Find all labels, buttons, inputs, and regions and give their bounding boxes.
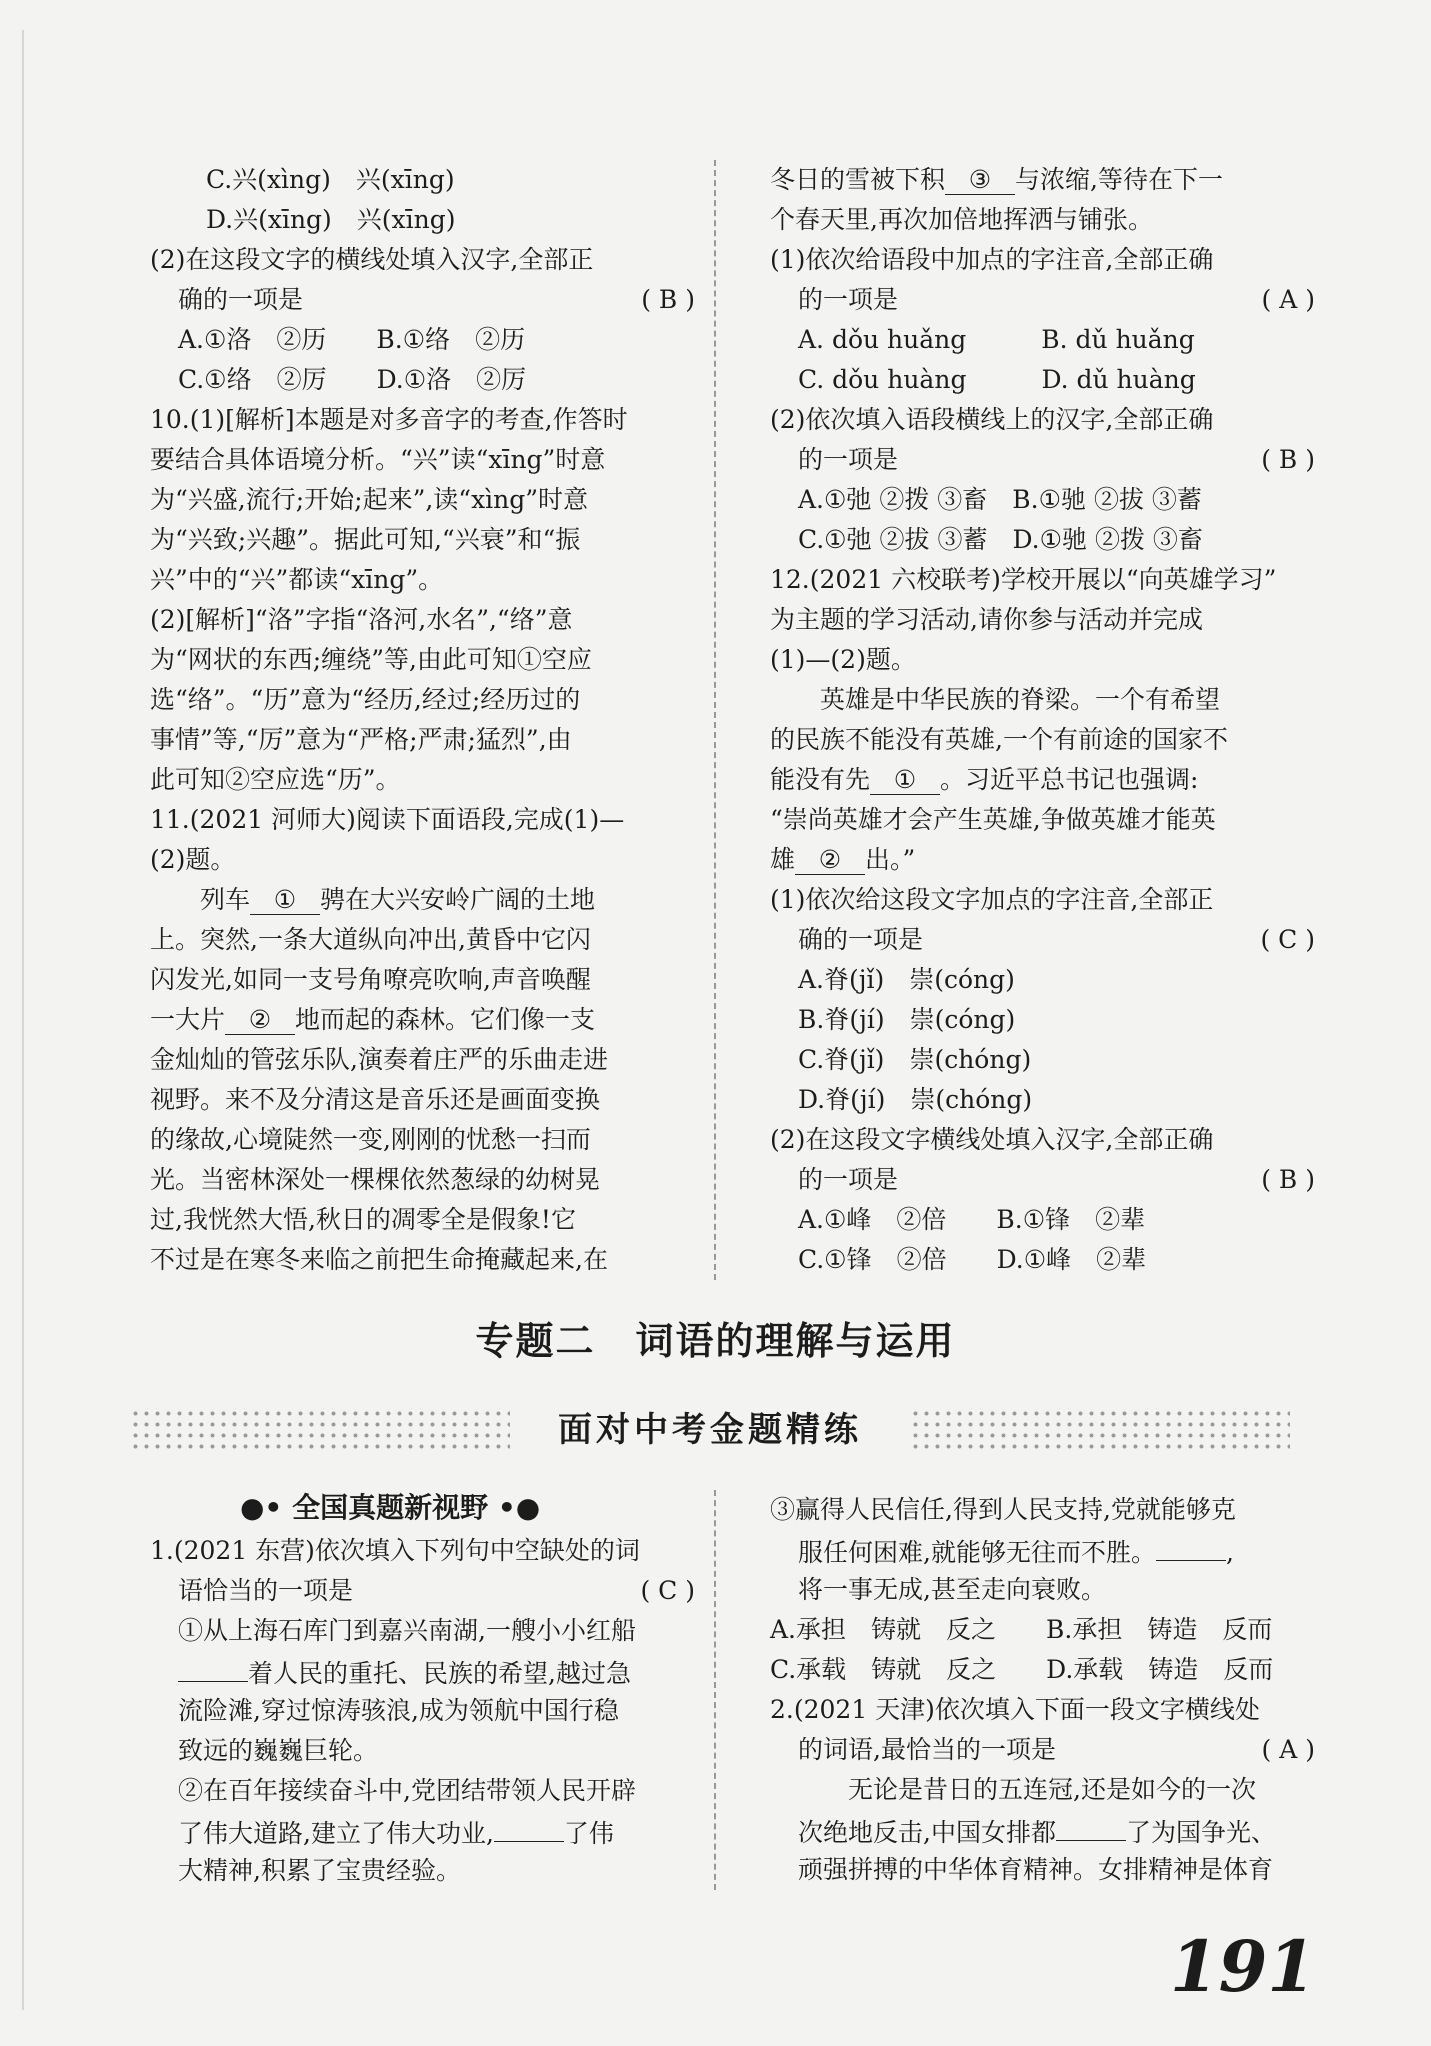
line-text: 的一项是: [798, 445, 899, 474]
text-line: [150, 600, 695, 640]
text-line: [770, 360, 1315, 400]
text-line: [770, 1810, 1315, 1850]
text-line: [770, 680, 1315, 720]
answer-choice: ( C ): [640, 1576, 695, 1605]
line-text: C.①弛 ②拔 ③蓄 D.①驰 ②拨 ③畜: [798, 525, 1203, 554]
line-text-before-blank: 雄: [770, 845, 796, 874]
text-line: [150, 320, 695, 360]
text-line: [150, 840, 695, 880]
text-line: [770, 800, 1315, 840]
answer-choice: ( B ): [1261, 445, 1315, 474]
line-text: 的词语,最恰当的一项是: [798, 1735, 1056, 1764]
text-line: [770, 480, 1315, 520]
text-line: [150, 920, 695, 960]
text-line: [770, 1040, 1315, 1080]
line-text: 确的一项是: [798, 925, 924, 954]
text-line: [150, 960, 695, 1000]
text-line: [770, 600, 1315, 640]
upper-left-column: [150, 160, 695, 1280]
text-line: [770, 1200, 1315, 1240]
line-text: A.承担 铸就 反之 B.承担 铸造 反而: [770, 1615, 1273, 1644]
line-text-after-blank: 骋在大兴安岭广阔的土地: [320, 885, 596, 914]
text-line: [150, 440, 695, 480]
text-line: [150, 200, 695, 240]
line-text: 英雄是中华民族的脊梁。一个有希望: [770, 685, 1221, 714]
line-text: 为主题的学习活动,请你参与活动并完成: [770, 605, 1203, 634]
line-text: C.①络 ②厉 D.①洛 ②厉: [178, 365, 527, 394]
line-text: (1)依次给这段文字加点的字注音,全部正: [770, 885, 1214, 914]
answer-choice: ( B ): [641, 285, 695, 314]
line-text: 个春天里,再次加倍地挥洒与铺张。: [770, 205, 1153, 234]
text-line: [150, 1731, 695, 1771]
line-text: C.①锋 ②倍 D.①峰 ②辈: [798, 1245, 1147, 1274]
text-line: [150, 640, 695, 680]
text-line: [150, 280, 695, 320]
text-line: [770, 1610, 1315, 1650]
line-text: 兴”中的“兴”都读“xīng”。: [150, 565, 444, 594]
line-text: 上。突然,一条大道纵向冲出,黄昏中它闪: [150, 925, 591, 954]
answer-choice: ( A ): [1261, 1735, 1315, 1764]
line-text: C.兴(xìng) 兴(xīng): [206, 165, 455, 194]
line-text: 将一事无成,甚至走向衰败。: [798, 1575, 1106, 1604]
page-edge-shadow: [22, 30, 24, 2010]
text-line: [770, 1730, 1315, 1770]
lower-left-column: [150, 1485, 695, 1891]
line-text-before-blank: 一大片: [150, 1005, 226, 1034]
text-line: [150, 1691, 695, 1731]
line-text: 为“兴盛,流行;开始;起来”,读“xìng”时意: [150, 485, 589, 514]
text-line: [150, 560, 695, 600]
text-line: [770, 1690, 1315, 1730]
column-divider-upper: [714, 160, 716, 1280]
text-line: [770, 1080, 1315, 1120]
line-text-before-blank: 了伟大道路,建立了伟大功业,: [178, 1819, 494, 1848]
line-text-after-blank: ,: [1225, 1538, 1234, 1567]
fill-blank: [494, 1811, 564, 1842]
line-text: 顽强拼搏的中华体育精神。女排精神是体育: [798, 1855, 1274, 1884]
subhead-text: 全国真题新视野: [292, 1491, 489, 1524]
fill-blank: [1056, 1810, 1126, 1841]
line-text: A.①洛 ②历 B.①络 ②历: [178, 325, 526, 354]
line-text: (1)—(2)题。: [770, 645, 916, 674]
line-text-after-blank: 了为国争光、: [1125, 1818, 1276, 1847]
text-line: [150, 880, 695, 920]
line-text-after-blank: 地而起的森林。它们像一支: [295, 1005, 596, 1034]
line-text: 2.(2021 天津)依次填入下面一段文字横线处: [770, 1695, 1260, 1724]
text-line: [150, 1160, 695, 1200]
text-line: [770, 720, 1315, 760]
text-line: [150, 1571, 695, 1611]
line-text: 的一项是: [798, 285, 899, 314]
line-text: A. dǒu huǎng B. dǔ huǎng: [798, 325, 1195, 354]
line-text: 大精神,积累了宝贵经验。: [178, 1856, 461, 1885]
text-line: [770, 1570, 1315, 1610]
text-line: [150, 760, 695, 800]
line-text-after-blank: 着人民的重托、民族的希望,越过急: [248, 1659, 631, 1688]
text-line: [150, 1851, 695, 1891]
text-line: [770, 960, 1315, 1000]
fill-blank: [1156, 1530, 1226, 1561]
text-line: [770, 1530, 1315, 1570]
line-text: ①从上海石库门到嘉兴南湖,一艘小小红船: [178, 1616, 636, 1645]
upper-right-column: [770, 160, 1315, 1280]
line-text: 10.(1)[解析]本题是对多音字的考查,作答时: [150, 405, 628, 434]
text-line: [150, 1120, 695, 1160]
line-text-after-blank: 。习近平总书记也强调:: [940, 765, 1199, 794]
line-text: (2)题。: [150, 845, 236, 874]
line-text: (1)依次给语段中加点的字注音,全部正确: [770, 245, 1214, 274]
text-line: [770, 880, 1315, 920]
line-text: 11.(2021 河师大)阅读下面语段,完成(1)—: [150, 805, 625, 834]
fill-blank: ②: [225, 1004, 295, 1035]
text-line: [150, 360, 695, 400]
text-line: [150, 240, 695, 280]
line-text: 要结合具体语境分析。“兴”读“xīng”时意: [150, 445, 606, 474]
text-line: [150, 520, 695, 560]
line-text: A.①峰 ②倍 B.①锋 ②辈: [798, 1205, 1146, 1234]
text-line: [770, 1490, 1315, 1530]
answer-choice: ( A ): [1261, 285, 1315, 314]
text-line: [770, 920, 1315, 960]
line-text: 视野。来不及分清这是音乐还是画面变换: [150, 1085, 601, 1114]
line-text: 的缘故,心境陡然一变,刚刚的忧愁一扫而: [150, 1125, 591, 1154]
line-text: 1.(2021 东营)依次填入下列句中空缺处的词: [150, 1536, 640, 1565]
text-line: [150, 1000, 695, 1040]
line-text-before-blank: 服任何困难,就能够无往而不胜。: [798, 1538, 1156, 1567]
line-text: 12.(2021 六校联考)学校开展以“向英雄学习”: [770, 565, 1277, 594]
text-line: [150, 1611, 695, 1651]
line-text: 此可知②空应选“历”。: [150, 765, 401, 794]
line-text: C.承载 铸就 反之 D.承载 铸造 反而: [770, 1655, 1274, 1684]
line-text: ②在百年接续奋斗中,党团结带领人民开辟: [178, 1776, 636, 1805]
lower-right-column: [770, 1490, 1315, 1890]
line-text: D.脊(jí) 崇(chóng): [798, 1085, 1033, 1114]
line-text: “崇尚英雄才会产生英雄,争做英雄才能英: [770, 805, 1216, 834]
banner-dots-right: [910, 1408, 1290, 1452]
line-text: 选“络”。“历”意为“经历,经过;经历过的: [150, 685, 581, 714]
fill-blank: ①: [250, 884, 320, 915]
line-text: 的一项是: [798, 1165, 899, 1194]
line-text: ③赢得人民信任,得到人民支持,党就能够克: [770, 1495, 1236, 1524]
line-text-before-blank: 次绝地反击,中国女排都: [798, 1818, 1056, 1847]
fill-blank: ①: [870, 764, 940, 795]
line-text: 事情”等,“厉”意为“严格;严肃;猛烈”,由: [150, 725, 572, 754]
line-text: 确的一项是: [178, 285, 304, 314]
lower-left-lines: [150, 1531, 695, 1891]
banner-title: 面对中考金题精练: [558, 1410, 862, 1450]
line-text: 流险滩,穿过惊涛骇浪,成为领航中国行稳: [178, 1696, 619, 1725]
text-line: [770, 1120, 1315, 1160]
line-text: (2)在这段文字的横线处填入汉字,全部正: [150, 245, 594, 274]
text-line: [150, 680, 695, 720]
text-line: [770, 640, 1315, 680]
line-text-after-blank: 出。”: [865, 845, 916, 874]
line-text: 金灿灿的管弦乐队,演奏着庄严的乐曲走进: [150, 1045, 608, 1074]
line-text: 过,我恍然大悟,秋日的凋零全是假象!它: [150, 1205, 576, 1234]
text-line: [150, 1200, 695, 1240]
text-line: [770, 840, 1315, 880]
subhead: ●• 全国真题新视野 •●: [240, 1491, 541, 1524]
text-line: [770, 1850, 1315, 1890]
text-line: [770, 1000, 1315, 1040]
line-text: D.兴(xīng) 兴(xīng): [206, 205, 456, 234]
text-line: [150, 400, 695, 440]
text-line: [770, 1650, 1315, 1690]
text-line: [770, 280, 1315, 320]
text-line: [770, 160, 1315, 200]
line-text: C.脊(jǐ) 崇(chóng): [798, 1045, 1032, 1074]
line-text: 闪发光,如同一支号角嘹亮吹响,声音唤醒: [150, 965, 591, 994]
text-line: [150, 720, 695, 760]
fill-blank: [178, 1651, 248, 1682]
line-text: 不过是在寒冬来临之前把生命掩藏起来,在: [150, 1245, 608, 1274]
line-text: 致远的巍巍巨轮。: [178, 1736, 379, 1765]
text-line: [770, 560, 1315, 600]
text-line: [150, 1040, 695, 1080]
line-text: 光。当密林深处一棵棵依然葱绿的幼树晃: [150, 1165, 601, 1194]
fill-blank: ②: [795, 844, 865, 875]
line-text: 的民族不能没有英雄,一个有前途的国家不: [770, 725, 1228, 754]
line-text-before-blank: 列车: [150, 885, 251, 914]
line-text: C. dǒu huàng D. dǔ huàng: [798, 365, 1196, 394]
text-line: [150, 800, 695, 840]
answer-choice: ( C ): [1260, 925, 1315, 954]
text-line: [770, 240, 1315, 280]
text-line: [150, 160, 695, 200]
text-line: [150, 1651, 695, 1691]
text-line: [770, 760, 1315, 800]
text-line: [150, 1811, 695, 1851]
line-text: 无论是昔日的五连冠,还是如今的一次: [798, 1775, 1256, 1804]
line-text-before-blank: 能没有先: [770, 765, 871, 794]
line-text: (2)在这段文字横线处填入汉字,全部正确: [770, 1125, 1214, 1154]
line-text: B.脊(jí) 崇(cóng): [798, 1005, 1016, 1034]
banner-dots-left: [130, 1408, 510, 1452]
text-line: [770, 440, 1315, 480]
text-line: [770, 200, 1315, 240]
text-line: [770, 1770, 1315, 1810]
line-text: 为“兴致;兴趣”。据此可知,“兴衰”和“振: [150, 525, 581, 554]
text-line: [150, 1771, 695, 1811]
line-text: A.①弛 ②拨 ③畜 B.①驰 ②拔 ③蓄: [798, 485, 1202, 514]
line-text-before-blank: 冬日的雪被下积: [770, 165, 946, 194]
line-text-after-blank: 了伟: [563, 1819, 614, 1848]
text-line: [150, 480, 695, 520]
text-line: [150, 1531, 695, 1571]
section-title: 专题二 词语的理解与运用: [475, 1318, 956, 1363]
line-text: (2)依次填入语段横线上的汉字,全部正确: [770, 405, 1214, 434]
text-line: [770, 1160, 1315, 1200]
page-number: 191: [1169, 1925, 1316, 2008]
fill-blank: ③: [945, 164, 1015, 195]
line-text: 语恰当的一项是: [178, 1576, 354, 1605]
text-line: [150, 1240, 695, 1280]
column-divider-lower: [714, 1490, 716, 1890]
answer-choice: ( B ): [1261, 1165, 1315, 1194]
line-text: A.脊(jǐ) 崇(cóng): [798, 965, 1015, 994]
text-line: [770, 1240, 1315, 1280]
text-line: [770, 320, 1315, 360]
exercise-banner: [130, 1402, 1290, 1458]
line-text-after-blank: 与浓缩,等待在下一: [1015, 165, 1223, 194]
line-text: (2)[解析]“洛”字指“洛河,水名”,“络”意: [150, 605, 573, 634]
text-line: [770, 400, 1315, 440]
text-line: [770, 520, 1315, 560]
line-text: 为“网状的东西;缠绕”等,由此可知①空应: [150, 645, 592, 674]
text-line: [150, 1080, 695, 1120]
